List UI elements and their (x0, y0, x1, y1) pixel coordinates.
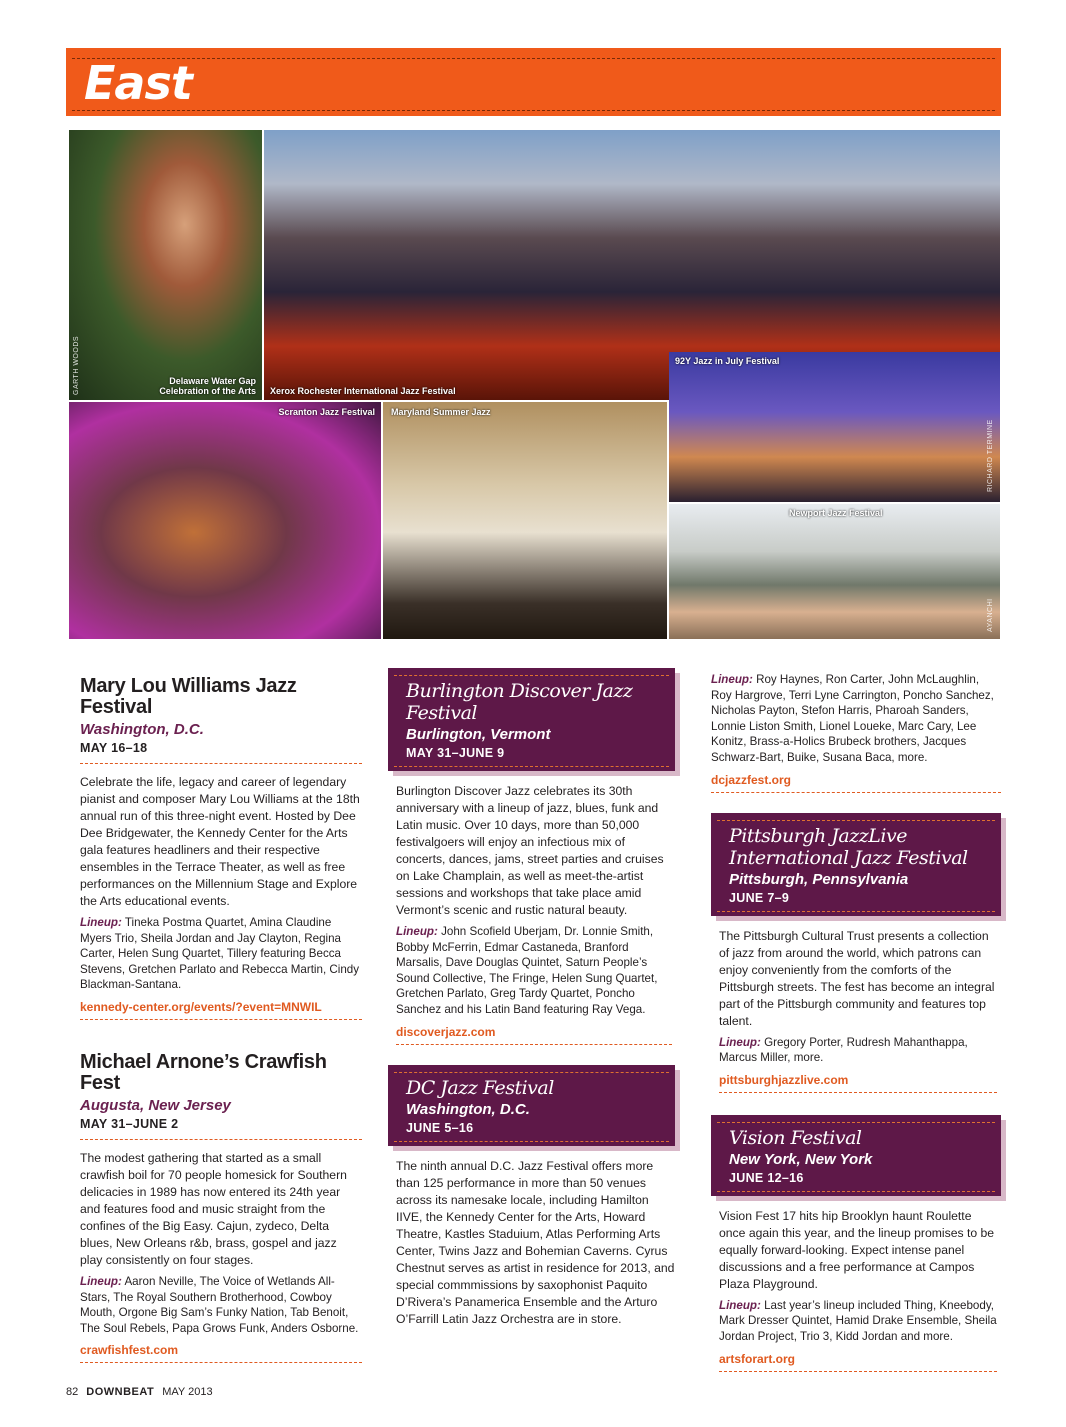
festival-url[interactable]: crawfishfest.com (80, 1342, 362, 1363)
lineup-text: Tineka Postma Quartet, Amina Claudine Myers Trio, Sheila Jordan and Jay Clayton, Regina Carter, Helen Sung Quartet, Tillery featuring Becca Stevens, Gretchen Parlato and Rebecca Martin, Cindy Blackman-Santana. (80, 916, 360, 992)
festival-pittsburgh (711, 813, 1001, 1099)
lineup-label: Lineup: (711, 673, 753, 686)
photo-maryland (383, 402, 667, 639)
banner-top-rule (72, 58, 995, 59)
festival-vision (711, 1115, 1001, 1378)
festival-title: DC Jazz Festival (406, 1076, 554, 1099)
festival-lineup (711, 1298, 1001, 1345)
festival-dates: MAY 16–18 (80, 740, 362, 764)
photo-credit: RICHARD TERMINE (987, 419, 994, 492)
festival-mary-lou (80, 676, 362, 1026)
photo-newport (669, 504, 1000, 639)
festival-dates: JUNE 7–9 (729, 890, 790, 905)
issue-date: MAY 2013 (162, 1386, 213, 1398)
photo-92y (669, 352, 1000, 502)
festival-title: Mary Lou Williams Jazz Festival (80, 675, 297, 718)
festival-dates: JUNE 5–16 (406, 1120, 474, 1135)
festival-location: Washington, D.C. (406, 1100, 530, 1118)
lineup-text: Aaron Neville, The Voice of Wetlands All-Stars, The Royal Southern Brotherhood, Cowboy Mouth, Orgone Big Sam’s Funky Nation, Tab Benoit, The Soul Rebels, Papa Grows Funk, Anders Osborne. (80, 1274, 359, 1335)
festival-title: Michael Arnone’s Crawfish Fest (80, 1050, 327, 1094)
magazine-name: DOWNBEAT (86, 1386, 155, 1398)
festival-description: Celebrate the life, legacy and career of legendary pianist and composer Mary Lou Williams at the 18th annual run of this three-night event. Hosted by Dee Dee Bridgewater, the Kennedy Center for the Arts gala features headliners and their respective ensembles in the Terrace Theater, as well as free performances on the Millennium Stage and Explore the Arts educational events. (80, 775, 360, 908)
festival-header-box (711, 813, 1001, 916)
festival-lineup (80, 1274, 362, 1336)
photo-caption: Delaware Water Gap Celebration of the Arts (159, 376, 256, 396)
festival-header-box (388, 1065, 675, 1146)
page-footer (66, 1386, 213, 1398)
festival-url-dc[interactable]: dcjazzfest.org (711, 772, 1001, 793)
festival-dc (388, 1065, 675, 1328)
photo-caption: Newport Jazz Festival (789, 508, 883, 518)
festival-url[interactable]: pittsburghjazzlive.com (719, 1072, 997, 1093)
photo-caption: 92Y Jazz in July Festival (675, 356, 780, 366)
banner-bottom-rule (72, 110, 995, 111)
column-right (711, 672, 1001, 1378)
photo-credit: GARTH WOODS (73, 335, 80, 395)
festival-description: The Pittsburgh Cultural Trust presents a collection of jazz from around the world, which patrons can enjoy conveniently from the comforts of the Pittsburgh streets. The fest has become an integral part of the Pittsburgh community and features top talent. (719, 928, 995, 1028)
photo-caption: Maryland Summer Jazz (391, 407, 491, 417)
festival-title: Vision Festival (729, 1126, 862, 1149)
festival-lineup (388, 924, 675, 1018)
festival-url[interactable]: artsforart.org (719, 1351, 997, 1372)
lineup-text: Gregory Porter, Rudresh Mahanthappa, Marcus Miller, more. (719, 1035, 968, 1065)
festival-description: Vision Fest 17 hits hip Brooklyn haunt Roulette once again this year, and the lineup promises to be equally forward-looking. Expect intense panel discussions and a free performance at Campos Plaza Playground. (719, 1208, 995, 1291)
festival-url[interactable]: kennedy-center.org/events/?event=MNWIL (80, 999, 362, 1020)
festival-description: The modest gathering that started as a small crawfish boil for 70 people homesick for Southern delicacies in 1989 has now entered its 24th year and features food and music straight from the confines of the Big Easy. Cajun, zydeco, Delta blues, New Orleans r&b, brass, gospel and jazz play consistently on four stages. (80, 1150, 347, 1267)
photo-credit: AYANCHI (987, 598, 994, 632)
festival-dates: MAY 31–JUNE 9 (406, 746, 505, 760)
festival-dates: MAY 31–JUNE 2 (80, 1116, 362, 1140)
festival-title: Burlington Discover Jazz Festival (406, 680, 633, 724)
festival-location: New York, New York (729, 1150, 873, 1168)
festival-header-box (711, 1115, 1001, 1196)
page-number: 82 (66, 1386, 79, 1398)
festival-description: Burlington Discover Jazz celebrates its 30th anniversary with a lineup of jazz, blues, funk and Latin music. Over 10 days, more than 50,000 festivalgoers will enjoy an infectious mix of concerts, dances, jams, street parties and cruises on Lake Champlain, as well as meet-the-artist sessions and workshops that take place amid Vermont’s scenic and rustic natural beauty. (396, 784, 664, 917)
section-title: East (84, 56, 192, 110)
festival-title: Pittsburgh JazzLive International Jazz Festival (729, 824, 968, 869)
photo-caption: Scranton Jazz Festival (278, 407, 375, 417)
photo-caption: Xerox Rochester International Jazz Festival (270, 386, 456, 396)
lineup-label: Lineup: (719, 1035, 761, 1049)
festival-crawfish (80, 1052, 362, 1369)
festival-dates: JUNE 12–16 (729, 1170, 804, 1185)
lineup-label: Lineup: (80, 916, 122, 929)
festival-lineup (711, 1035, 1001, 1066)
festival-url[interactable]: discoverjazz.com (396, 1024, 672, 1045)
festival-location: Pittsburgh, Pennsylvania (729, 870, 909, 888)
festival-header-box (388, 668, 675, 771)
festival-burlington (388, 668, 675, 1051)
lineup-text: Last year’s lineup included Thing, Kneebody, Mark Dresser Quintet, Hamid Drake Ensemble, Sheila Jordan Project, Trio 3, Kidd Jordan and more. (719, 1298, 997, 1343)
lineup-label: Lineup: (396, 925, 438, 938)
lineup-text: John Scofield Uberjam, Dr. Lonnie Smith, Bobby McFerrin, Edmar Castaneda, Branford Marsalis, Dave Douglas Quintet, Saturn People’s Sound Collective, The Fringe, Helen Sung Quartet, Gretchen Parlato, Greg Tardy Quartet, Poncho Sanchez and his Latin Band featuring Ray Vega. (396, 925, 658, 1016)
festival-location: Washington, D.C. (80, 721, 204, 738)
festival-lineup-dc (711, 672, 1001, 766)
lineup-label: Lineup: (80, 1274, 122, 1288)
section-banner (66, 48, 1001, 116)
lineup-text: Roy Haynes, Ron Carter, John McLaughlin, Roy Hargrove, Terri Lyne Carrington, Poncho Sanchez, Nicholas Payton, Stefon Harris, Pharoah Sanders, Lonnie Liston Smith, Lionel Loueke, Marc Cary, Lee Konitz, Brass-a-Holics Brubeck brothers, Jacques Schwarz-Bart, Buike, Susana Baca, more. (711, 673, 994, 764)
festival-lineup (80, 915, 362, 993)
festival-description: The ninth annual D.C. Jazz Festival offers more than 125 performance in more than 50 venues across its namesake locale, including Hamilton IIVE, the Kennedy Center for the Arts, Howard Theatre, Kastles Staduium, Atlas Performing Arts Center, Twins Jazz and Bohemian Caverns. Cyrus Chestnut serves as artist in residence for 2013, and special commmissions by saxophonist Paquito D’Rivera’s Panamerica Ensemble and the Arturo O’Farrill Latin Jazz Orchestra are in store. (396, 1158, 675, 1326)
column-left (80, 676, 362, 1369)
lineup-label: Lineup: (719, 1298, 761, 1312)
photo-scranton (69, 402, 381, 639)
photo-delaware (69, 130, 262, 400)
festival-location: Burlington, Vermont (406, 726, 551, 743)
column-middle (388, 668, 675, 1333)
festival-location: Augusta, New Jersey (80, 1096, 231, 1114)
